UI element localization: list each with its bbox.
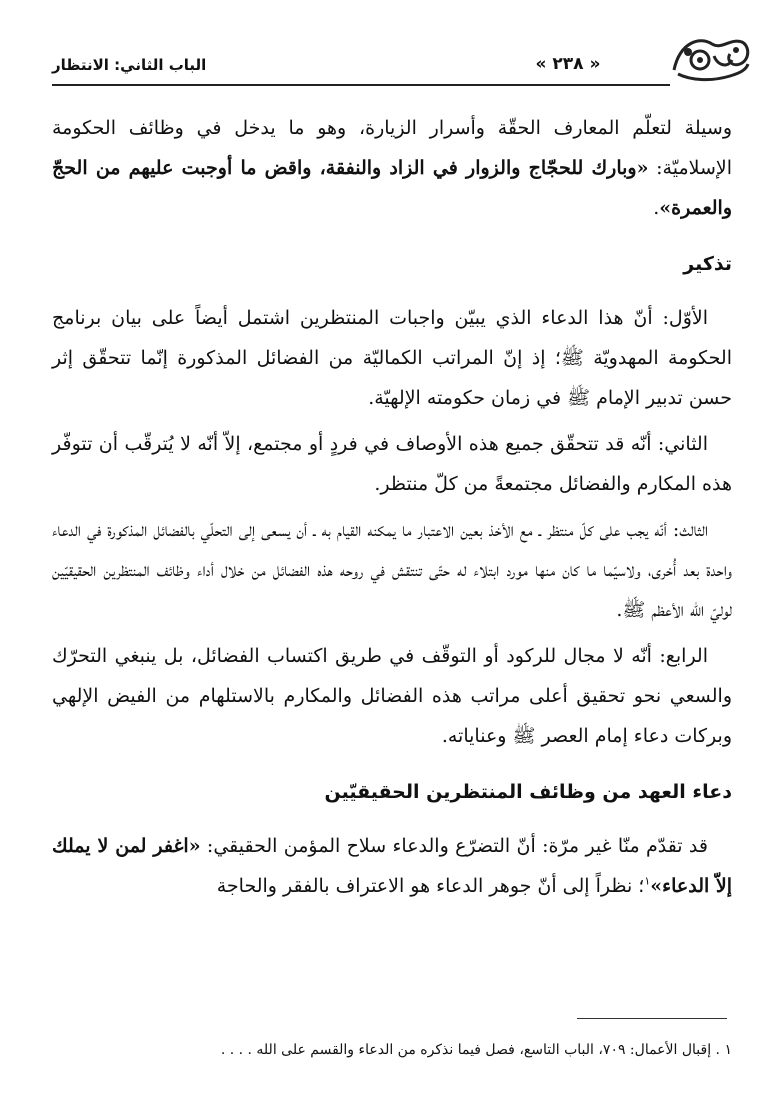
paragraph-dua-ahd-text: قد تقدّم منّا غير مرّة: أنّ التضرّع والدعاء سلاح المؤمن الحقيقي:	[200, 835, 708, 857]
running-title: الباب الثاني: الانتظار	[52, 56, 207, 74]
heading-dua-ahd: دعاء العهد من وظائف المنتظرين الحقيقيّين	[324, 781, 732, 803]
main-text	[52, 108, 732, 912]
dua-quote-forgive: «اغفر لمن لا يملك إلاّ الدعاء»	[52, 835, 732, 897]
page-number: « ٢٣٨ »	[535, 54, 601, 74]
paragraph-1-text: وسيلة لتعلّم المعارف الحقّة وأسرار الزيارة، وهو ما يدخل في وظائف الحكومة الإسلاميّة:	[52, 117, 732, 179]
footnote-1: ١ . إقبال الأعمال: ٧٠٩، الباب التاسع، فصل فيما نذكره من الدعاء والقسم على الله . . . .	[220, 1042, 732, 1058]
arabesque-ornament-icon	[670, 30, 752, 86]
paragraph-1-end: .	[653, 197, 660, 219]
paragraph-fourth-point: الرابع: أنّه لا مجال للركود أو التوقّف في طريق اكتساب الفضائل، بل ينبغي التحرّك والسعي نحو تحقيق أعلى مراتب هذه الفضائل والمكارم بالاستلهام من الفيض الإلهي وبركات دعاء إمام العصر ﷺ وعناياته.	[52, 645, 732, 747]
paragraph-first-point: الأوّل: أنّ هذا الدعاء الذي يبيّن واجبات المنتظرين اشتمل أيضاً على بيان برنامج الحكومة المهدويّة ﷺ؛ إذ إنّ المراتب الكماليّة من الفضائل المذكورة إنّما تتحقّق إثر حسن تدبير الإمام ﷺ في زمان حكومته الإلهيّة.	[52, 307, 732, 409]
paragraph-1	[52, 108, 732, 228]
paragraph-dua-ahd-end: ؛ نظراً إلى أنّ جوهر الدعاء هو الاعتراف بالفقر والحاجة	[216, 875, 645, 897]
paragraph-third-point: الثالث: أنّه يجب على كلّ منتظر ـ مع الأخذ بعين الاعتبار ما يمكنه القيام به ـ أن يسعى إلى التحلّي بالفضائل المذكورة في الدعاء واحدة بعد أُخرى، ولاسيّما ما كان منها مورد ابتلاء له حتّى تنتقش في روحه هذه الفضائل من خلال أداء وظائف المنتظرين الحقيقيّين لوليّ الله الأعظم ﷺ.	[52, 519, 732, 621]
footnote-divider	[577, 1018, 727, 1019]
header-divider	[52, 84, 670, 86]
heading-reminder: تذكير	[683, 253, 732, 275]
paragraph-dua-ahd	[52, 826, 732, 906]
paragraph-second-point: الثاني: أنّه قد تتحقّق جميع هذه الأوصاف في فردٍ أو مجتمع، إلاّ أنّه لا يُترقّب أن تتوفّر هذه المكارم والفضائل مجتمعةً من كلّ منتظر.	[52, 433, 732, 495]
footnote-marker[interactable]: ١	[644, 874, 651, 888]
dua-quote-hajj: «وبارك للحجّاج والزوار في الزاد والنفقة، واقض ما أوجبت عليهم من الحجّ والعمرة»	[52, 157, 732, 219]
page-header	[52, 30, 752, 88]
